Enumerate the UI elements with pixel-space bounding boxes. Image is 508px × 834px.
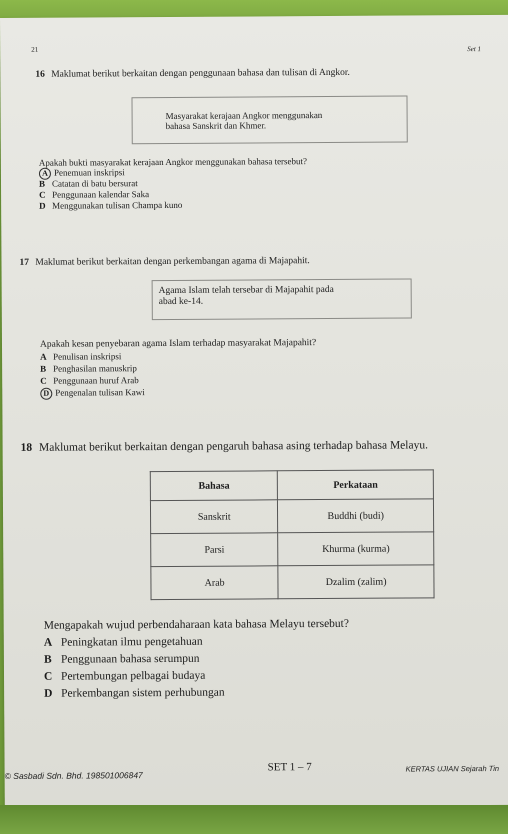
option-text: Penulisan inskripsi <box>53 351 122 362</box>
option-18-d[interactable] <box>44 686 349 701</box>
option-text: Penemuan inskripsi <box>53 167 125 178</box>
exam-page <box>0 15 508 808</box>
question-16-stem <box>35 68 350 80</box>
stem-text: Maklumat berikut berkaitan dengan perkembangan agama di Majapahit. <box>35 256 310 268</box>
info-box-17-line-2: abad ke-14. <box>158 296 204 308</box>
option-17-c[interactable] <box>40 375 139 386</box>
option-label: B <box>38 178 46 189</box>
page-number: 21 <box>31 45 39 54</box>
table-header: Perkataan <box>278 470 434 500</box>
info-box-17-line-1: Agama Islam telah tersebar di Majapahit pada <box>158 284 334 297</box>
option-label: B <box>40 363 47 374</box>
table-row <box>151 565 434 600</box>
option-text: Menggunakan tulisan Champa kuno <box>52 199 183 211</box>
question-number: 18 <box>20 441 33 454</box>
option-text: Pertembungan pelbagai budaya <box>60 669 206 683</box>
stem-text: Maklumat berikut berkaitan dengan pengaruh bahasa asing terhadap bahasa Melayu. <box>38 439 428 454</box>
paper-title: KERTAS UJIAN Sejarah Tin <box>405 763 500 774</box>
table-header-row <box>150 470 433 501</box>
option-label: D <box>44 687 53 700</box>
table-cell: Khurma (kurma) <box>278 532 434 566</box>
table-cell: Buddhi (budi) <box>278 499 434 533</box>
option-text: Peningkatan ilmu pengetahuan <box>60 635 203 649</box>
option-17-b[interactable] <box>40 363 137 374</box>
set-page-label: SET 1 – 7 <box>267 761 312 774</box>
option-text: Pengenalan tulisan Kawi <box>55 387 145 398</box>
option-18-a[interactable] <box>44 635 349 650</box>
table-cell: Parsi <box>151 533 279 567</box>
option-16-d[interactable] <box>39 200 182 211</box>
table-row <box>150 499 433 534</box>
option-label: D <box>39 200 46 211</box>
table-cell: Arab <box>151 566 279 600</box>
option-text: Catatan di batu bersurat <box>51 178 138 189</box>
table-cell: Dzalim (zalim) <box>278 565 434 599</box>
option-17-a[interactable] <box>40 351 121 361</box>
stem-text: Maklumat berikut berkaitan dengan penggunaan bahasa dan tulisan di Angkor. <box>51 67 350 80</box>
option-label: C <box>43 670 53 683</box>
table-row <box>151 532 434 567</box>
option-text: Penggunaan bahasa serumpun <box>60 652 200 666</box>
option-16-c[interactable] <box>39 189 149 200</box>
question-16-prompt: Apakah bukti masyarakat kerajaan Angkor menggunakan bahasa tersebut? <box>38 156 308 168</box>
option-text: Penggunaan kalendar Saka <box>52 189 150 200</box>
table-header: Bahasa <box>150 471 278 501</box>
option-18-c[interactable] <box>44 669 349 684</box>
option-17-d[interactable] <box>40 387 145 400</box>
question-18-block <box>44 618 350 701</box>
question-18-prompt: Mengapakah wujud perbendaharaan kata bahasa Melayu tersebut? <box>43 617 350 632</box>
question-17-prompt: Apakah kesan penyebaran agama Islam terhadap masyarakat Majapahit? <box>39 338 317 350</box>
publisher-credit: © Sasbadi Sdn. Bhd. 198501006847 <box>4 770 143 781</box>
selected-answer-circle: A <box>39 168 51 180</box>
question-17-stem <box>19 256 309 268</box>
option-label: A <box>40 351 47 362</box>
option-18-b[interactable] <box>44 652 349 667</box>
option-text: Penghasilan manuskrip <box>53 363 137 374</box>
background-bottom <box>0 805 508 834</box>
language-table <box>150 469 435 600</box>
info-box-16-line-2: bahasa Sanskrit dan Khmer. <box>165 120 267 131</box>
option-label: B <box>43 653 52 666</box>
table-cell: Sanskrit <box>150 500 278 534</box>
option-16-b[interactable] <box>39 178 138 189</box>
set-label: Set 1 <box>467 45 482 54</box>
info-box-16-line-1: Masyarakat kerajaan Angkor menggunakan <box>165 110 323 121</box>
option-text: Penggunaan huruf Arab <box>53 375 139 386</box>
question-number: 16 <box>35 69 45 80</box>
option-label: A <box>43 636 53 649</box>
option-text: Perkembangan sistem perhubungan <box>61 686 225 700</box>
option-label: C <box>40 375 47 386</box>
question-18-stem <box>21 439 428 453</box>
question-number: 17 <box>19 257 30 268</box>
selected-answer-circle: D <box>40 388 52 400</box>
option-label: C <box>39 189 46 200</box>
